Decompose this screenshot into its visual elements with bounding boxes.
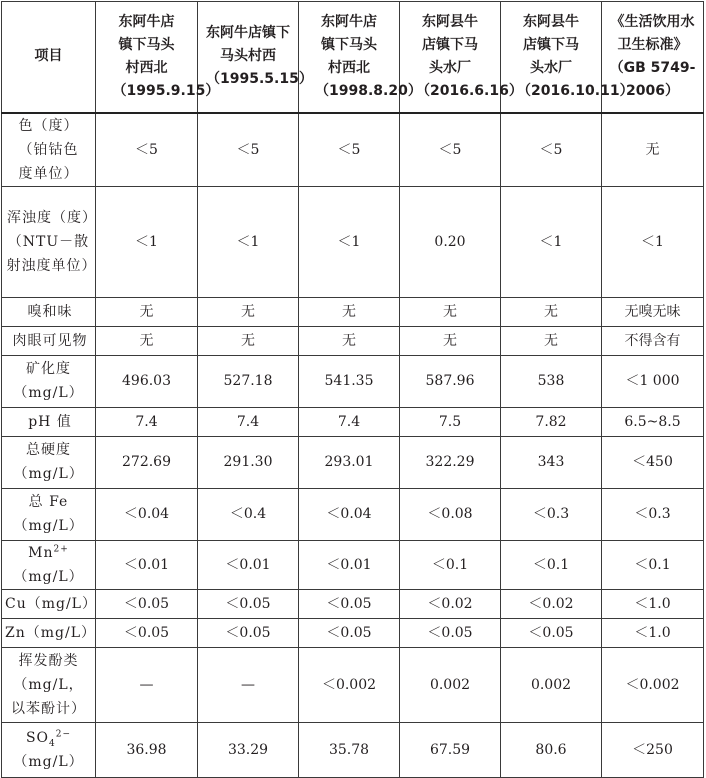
ion-charge: 2+ (53, 543, 69, 554)
table-cell: ＜0.05 (299, 618, 400, 647)
table-cell: ＜0.05 (198, 618, 299, 647)
row-label (2, 113, 96, 187)
table-cell: 343 (501, 436, 602, 488)
table-cell: ＜5 (400, 113, 501, 187)
row-label (2, 647, 96, 722)
table-cell: ＜0.05 (198, 589, 299, 618)
table-row (2, 589, 704, 618)
ion-charge: 2− (55, 728, 72, 739)
row-label-text: 浑浊度（度）（NTU－散射浊度单位） (6, 209, 97, 274)
header-col-1 (96, 2, 220, 113)
table-cell: ＜5 (299, 113, 400, 187)
table-row (2, 407, 704, 436)
table-cell: ＜1 (501, 186, 602, 297)
ion-subscript: 4 (49, 738, 56, 749)
table-cell: ＜0.05 (96, 618, 198, 647)
row-label (2, 355, 96, 407)
table-cell: 33.29 (198, 722, 299, 777)
row-label-text: 色（度）（铂钴色度单位） (18, 117, 79, 182)
row-label (2, 488, 96, 540)
table-cell: — (96, 647, 198, 722)
table-cell: 无 (602, 113, 704, 187)
table-cell: ＜1.0 (602, 618, 704, 647)
row-label (2, 722, 96, 777)
table-cell: 0.002 (501, 647, 602, 722)
table-cell: 35.78 (299, 722, 400, 777)
row-label-text: 挥发酚类（mg/L，以苯酚计） (11, 652, 86, 717)
row-label (2, 589, 96, 618)
row-label (2, 186, 96, 297)
table-cell: ＜1 (602, 186, 704, 297)
table-row (2, 297, 704, 326)
table-cell: ＜5 (96, 113, 198, 187)
table-cell: ＜5 (198, 113, 299, 187)
row-label-text: 肉眼可见物 (12, 332, 88, 349)
table-cell: ＜0.01 (198, 540, 299, 589)
header-col-text: 《生活饮用水卫生标准》（GB 5749-2006） (609, 13, 696, 99)
table-row (2, 722, 704, 777)
table-header (2, 2, 704, 113)
table-cell: ＜1 (299, 186, 400, 297)
row-label-text: pH 值 (28, 413, 72, 430)
table-cell: ＜1 000 (602, 355, 704, 407)
table-cell: 0.002 (400, 647, 501, 722)
table-cell: — (198, 647, 299, 722)
table-cell: ＜0.01 (299, 540, 400, 589)
table-cell: ＜1 (198, 186, 299, 297)
table-cell: 无 (299, 326, 400, 355)
table-cell: ＜0.05 (400, 618, 501, 647)
ion-unit: （mg/L） (13, 753, 84, 770)
table-cell: 7.82 (501, 407, 602, 436)
table-cell: 无 (299, 297, 400, 326)
row-label (2, 297, 96, 326)
table-cell: 291.30 (198, 436, 299, 488)
table-cell: 541.35 (299, 355, 400, 407)
row-label-text: 嗅和味 (27, 303, 73, 320)
ion-base: SO (25, 729, 50, 746)
table-cell: 80.6 (501, 722, 602, 777)
table-cell: ＜0.002 (602, 647, 704, 722)
table-cell: ＜0.04 (96, 488, 198, 540)
table-cell: ＜0.1 (400, 540, 501, 589)
header-item: 项目 (2, 2, 96, 113)
table-cell: 496.03 (96, 355, 198, 407)
table-cell: ＜0.05 (96, 589, 198, 618)
table-cell: ＜0.02 (501, 589, 602, 618)
table-cell: 527.18 (198, 355, 299, 407)
table-cell: 538 (501, 355, 602, 407)
ion-label (5, 541, 92, 589)
row-label-text: Cu（mg/L） (5, 595, 97, 612)
table-cell: ＜0.3 (501, 488, 602, 540)
table-cell: ＜0.1 (602, 540, 704, 589)
table-cell: 272.69 (96, 436, 198, 488)
row-label-text: 总 Fe（mg/L） (13, 494, 84, 534)
header-col-text: 东阿牛店镇下马头村西北（1998.8.20） (315, 13, 422, 99)
table-cell: 293.01 (299, 436, 400, 488)
table-cell: ＜0.02 (400, 589, 501, 618)
table-cell: 587.96 (400, 355, 501, 407)
table-cell: ＜250 (602, 722, 704, 777)
row-label-text: 矿化度（mg/L） (13, 361, 84, 401)
table-cell: ＜0.1 (501, 540, 602, 589)
table-cell: 无 (198, 326, 299, 355)
table-row (2, 355, 704, 407)
table-cell: 无 (96, 297, 198, 326)
header-row (2, 2, 704, 113)
header-col-text: 东阿牛店镇下马头村西（1995.5.15） (206, 25, 313, 88)
water-quality-table (1, 1, 704, 778)
row-label (2, 540, 96, 589)
table-cell: ＜0.05 (501, 618, 602, 647)
table-cell: 6.5~8.5 (602, 407, 704, 436)
table-cell: 无 (400, 297, 501, 326)
table-body (2, 113, 704, 778)
table-cell: ＜0.04 (299, 488, 400, 540)
table-cell: ＜0.4 (198, 488, 299, 540)
header-col-text: 东阿县牛店镇下马头水厂（2016.6.16） (416, 13, 523, 99)
table-cell: 322.29 (400, 436, 501, 488)
table-row (2, 326, 704, 355)
row-label (2, 326, 96, 355)
table-cell: 无 (501, 326, 602, 355)
table-cell: 7.4 (299, 407, 400, 436)
ion-label (5, 726, 92, 774)
table-cell: ＜0.3 (602, 488, 704, 540)
table-cell: ＜1.0 (602, 589, 704, 618)
header-col-3 (299, 2, 422, 113)
table-cell: 不得含有 (602, 326, 704, 355)
row-label (2, 618, 96, 647)
table-cell: ＜5 (501, 113, 602, 187)
table-cell: 7.4 (198, 407, 299, 436)
table-row (2, 113, 704, 187)
table-cell: 无 (96, 326, 198, 355)
ion-unit: （mg/L） (13, 568, 84, 585)
table-cell: ＜0.08 (400, 488, 501, 540)
row-label-text: 总硬度（mg/L） (13, 442, 84, 482)
table-cell: ＜0.01 (96, 540, 198, 589)
table-cell: 36.98 (96, 722, 198, 777)
row-label (2, 407, 96, 436)
table-cell: ＜1 (96, 186, 198, 297)
table-cell: 无 (400, 326, 501, 355)
table-cell: 无嗅无味 (602, 297, 704, 326)
table-cell: 7.5 (400, 407, 501, 436)
table-row (2, 540, 704, 589)
table-row (2, 618, 704, 647)
table-cell: 67.59 (400, 722, 501, 777)
row-label-text: Zn（mg/L） (5, 624, 96, 641)
table-cell: 无 (501, 297, 602, 326)
table-cell: 无 (198, 297, 299, 326)
table-cell: ＜0.002 (299, 647, 400, 722)
header-col-text: 东阿县牛店镇下马头水厂（2016.10.11） (517, 13, 634, 99)
table-row (2, 186, 704, 297)
table-row (2, 488, 704, 540)
table-row (2, 436, 704, 488)
table-cell: 7.4 (96, 407, 198, 436)
header-col-text: 东阿牛店镇下马头村西北（1995.9.15） (112, 13, 220, 99)
ion-base: Mn (28, 544, 54, 561)
table-row (2, 647, 704, 722)
table-cell: 0.20 (400, 186, 501, 297)
table-cell: ＜450 (602, 436, 704, 488)
row-label (2, 436, 96, 488)
table-cell: ＜0.05 (299, 589, 400, 618)
